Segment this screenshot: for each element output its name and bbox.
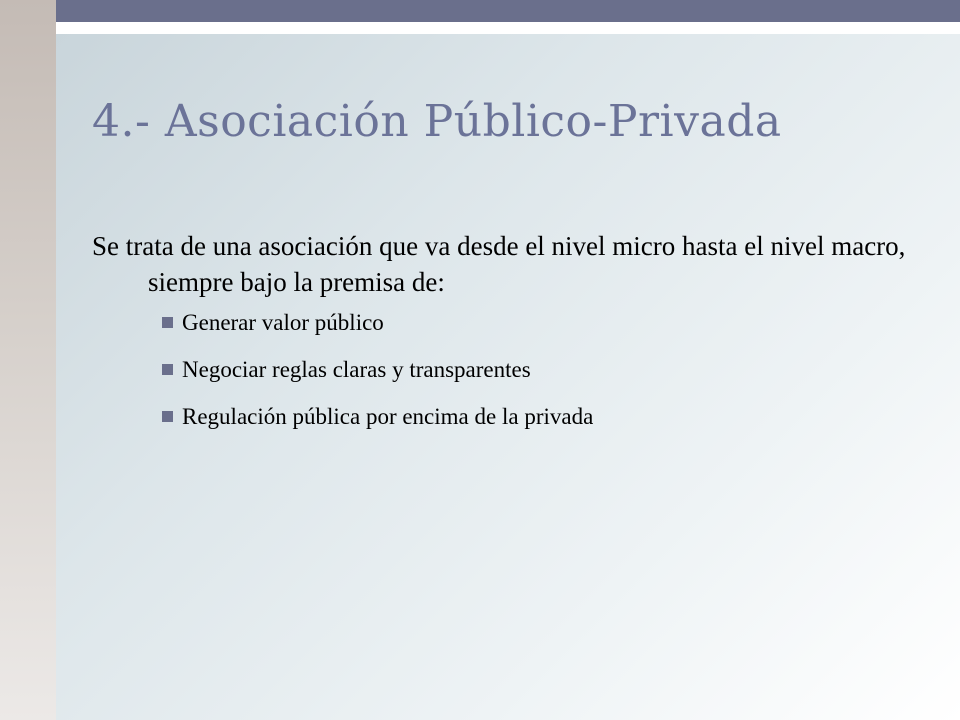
list-item (162, 310, 932, 335)
bullet-text: Negociar reglas claras y transparentes (182, 357, 531, 382)
square-bullet-icon (162, 317, 173, 328)
slide-body (92, 228, 932, 451)
bullet-list (92, 310, 932, 429)
bullet-text: Regulación pública por encima de la privada (182, 404, 594, 429)
list-item (162, 357, 932, 382)
top-divider (56, 22, 960, 34)
intro-paragraph: Se trata de una asociación que va desde el nivel micro hasta el nivel macro, siempre bajo la premisa de: (92, 231, 906, 297)
top-accent-bar (56, 0, 960, 22)
list-item (162, 404, 932, 429)
bullet-text: Generar valor público (182, 310, 384, 335)
square-bullet-icon (162, 411, 173, 422)
square-bullet-icon (162, 364, 173, 375)
left-decorative-bar (0, 0, 56, 720)
slide-title: 4.- Asociación Público-Privada (92, 96, 782, 147)
